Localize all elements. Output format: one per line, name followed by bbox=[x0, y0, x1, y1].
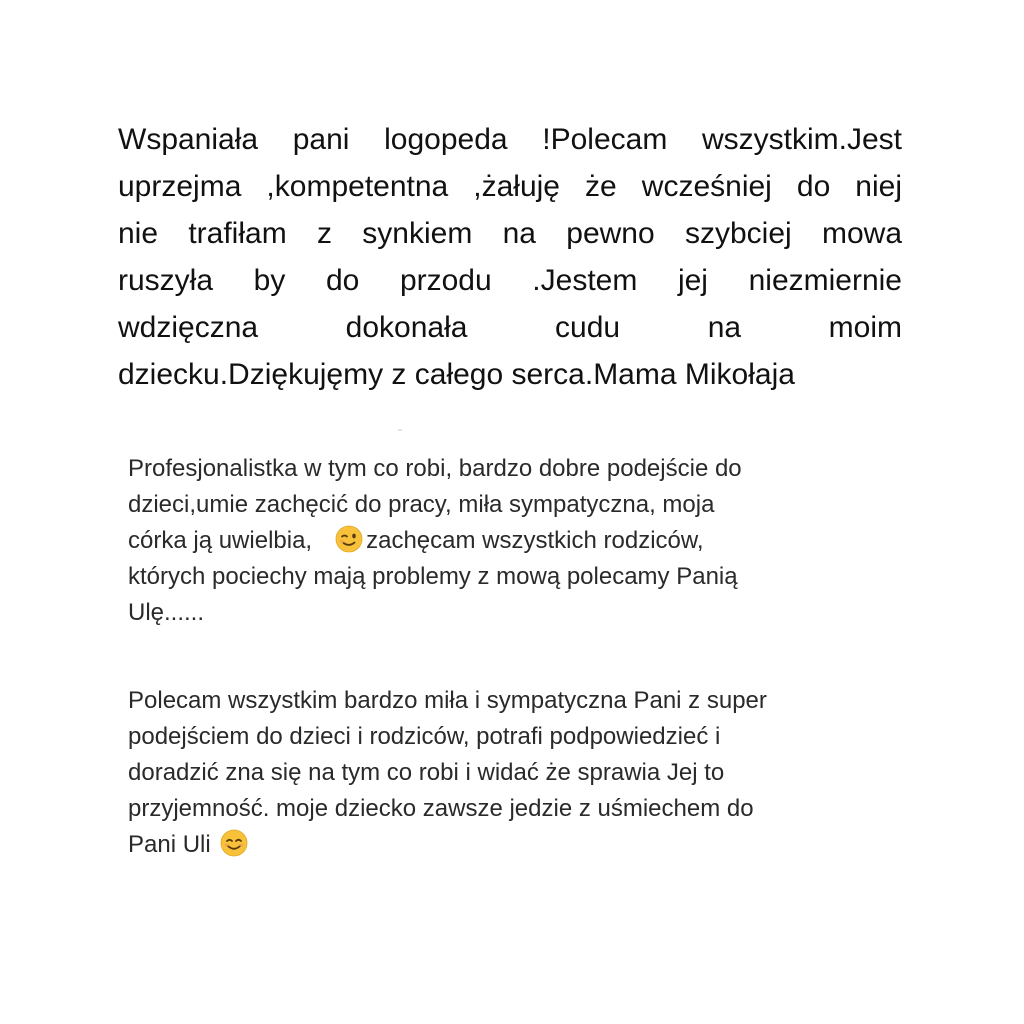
divider-dot bbox=[398, 429, 402, 431]
review-main bbox=[118, 116, 902, 398]
review-second-line: Profesjonalistka w tym co robi, bardzo dobre podejście do bbox=[128, 455, 742, 482]
review-third-text: Pani Uli bbox=[128, 831, 211, 858]
review-main-line: uprzejma ,kompetentna ,żałuję że wcześniej do niej bbox=[118, 170, 902, 203]
review-main-line: nie trafiłam z synkiem na pewno szybciej mowa bbox=[118, 217, 902, 250]
review-main-line: wdzięczna dokonała cudu na moim bbox=[118, 311, 902, 344]
review-third-line bbox=[128, 827, 908, 863]
review-third-line: podejściem do dzieci i rodziców, potrafi podpowiedzieć i bbox=[128, 723, 721, 750]
review-second-line: Ulę...... bbox=[128, 599, 205, 626]
review-second-line bbox=[128, 523, 908, 559]
review-second-text: zachęcam wszystkich rodziców, bbox=[366, 527, 704, 554]
smiling-face-icon bbox=[219, 828, 249, 858]
review-second-line: dzieci,umie zachęcić do pracy, miła sympatyczna, moja bbox=[128, 491, 715, 518]
review-third bbox=[128, 683, 908, 863]
review-second-line: których pociechy mają problemy z mową polecamy Panią bbox=[128, 563, 738, 590]
review-main-line: dziecku.Dziękujęmy z całego serca.Mama Mikołaja bbox=[118, 358, 795, 391]
review-main-line: ruszyła by do przodu .Jestem jej niezmiernie bbox=[118, 264, 902, 297]
winking-face-icon bbox=[334, 524, 364, 554]
review-third-line: doradzić zna się na tym co robi i widać że sprawia Jej to bbox=[128, 759, 725, 786]
review-third-line: Polecam wszystkim bardzo miła i sympatyczna Pani z super bbox=[128, 687, 767, 714]
review-second-text: córka ją uwielbia, bbox=[128, 527, 313, 554]
review-second bbox=[128, 451, 908, 631]
review-main-line: Wspaniała pani logopeda !Polecam wszystkim.Jest bbox=[118, 123, 902, 156]
review-third-line: przyjemność. moje dziecko zawsze jedzie z uśmiechem do bbox=[128, 795, 754, 822]
